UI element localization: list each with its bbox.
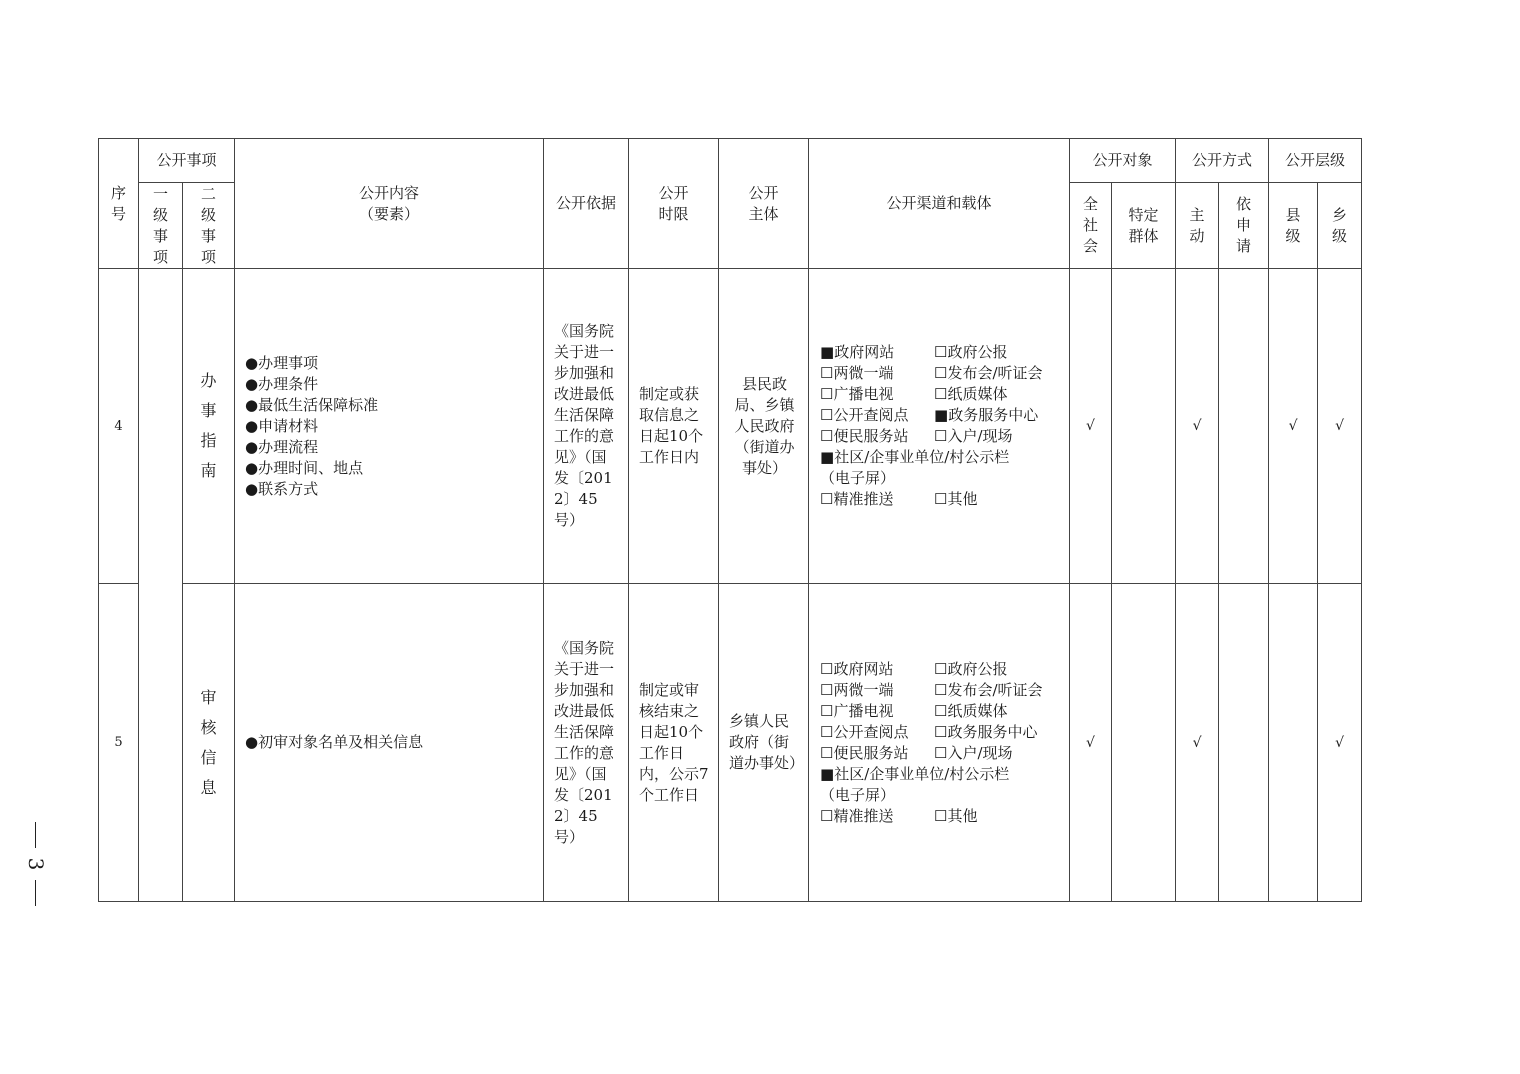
content-item: ●联系方式 [245, 479, 319, 498]
row-subject: 县民政局、乡镇人民政府（街道办事处） [719, 269, 809, 584]
row-time-limit: 制定或获取信息之日起10个工作日内 [629, 269, 719, 584]
row-channels [809, 584, 1070, 902]
channel-option: ☐其他 [934, 490, 978, 508]
row-level-county [1269, 584, 1318, 902]
channel-option: ☐入户/现场 [934, 743, 1013, 762]
row-audience-all: √ [1070, 584, 1112, 902]
channel-option: ■政府网站 [820, 343, 895, 361]
row-level-town: √ [1318, 269, 1362, 584]
row-audience-all: √ [1070, 269, 1112, 584]
table-row [99, 269, 1362, 584]
page-number-rule [35, 822, 36, 848]
header-level: 公开层级 [1269, 139, 1362, 183]
row-level1 [139, 269, 183, 902]
channel-option: ☐便民服务站 [820, 743, 909, 762]
channel-option: ■社区/企事业单位/村公示栏（电子屏） [820, 448, 1010, 487]
page-number: 3 [22, 822, 50, 906]
channel-option: ☐精准推送 [820, 806, 894, 825]
header-audience: 公开对象 [1070, 139, 1176, 183]
channel-option: ☐政府公报 [934, 659, 1008, 678]
row-level2: 审核信息 [183, 584, 235, 902]
header-level2: 二级事项 [183, 183, 235, 269]
page-number-rule [35, 880, 36, 906]
row-audience-specific [1112, 269, 1176, 584]
row-subject: 乡镇人民政府（街道办事处） [719, 584, 809, 902]
channel-option: ☐发布会/听证会 [934, 680, 1043, 699]
content-item: ●办理时间、地点 [245, 458, 364, 477]
content-item: ●办理条件 [245, 374, 319, 393]
header-method: 公开方式 [1176, 139, 1269, 183]
header-method-active: 主动 [1176, 183, 1219, 269]
content-item: ●申请材料 [245, 416, 319, 435]
header-content: 公开内容 （要素） [235, 139, 544, 269]
row-audience-specific [1112, 584, 1176, 902]
channel-option: ☐纸质媒体 [934, 385, 1008, 403]
row-content [235, 269, 544, 584]
channel-option: ☐政府网站 [820, 659, 894, 678]
row-level-county: √ [1269, 269, 1318, 584]
row-content [235, 584, 544, 902]
header-audience-all: 全社会 [1070, 183, 1112, 269]
header-channels: 公开渠道和载体 [809, 139, 1070, 269]
channel-option: ■社区/企事业单位/村公示栏（电子屏） [820, 764, 1010, 804]
channel-option: ☐广播电视 [820, 385, 894, 403]
row-time-limit: 制定或审核结束之日起10个工作日内，公示7个工作日 [629, 584, 719, 902]
row-channels [809, 269, 1070, 584]
channel-option: ☐广播电视 [820, 701, 894, 720]
channel-option: ☐入户/现场 [934, 427, 1013, 445]
channel-option: ☐政府公报 [934, 343, 1008, 361]
header-level-town: 乡级 [1318, 183, 1362, 269]
header-subject: 公开 主体 [719, 139, 809, 269]
content-item: ●办理流程 [245, 437, 319, 456]
content-item: ●初审对象名单及相关信息 [245, 733, 424, 751]
row-basis: 《国务院关于进一步加强和改进最低生活保障工作的意见》（国发〔2012〕45号） [544, 584, 629, 902]
header-disclosure-item: 公开事项 [139, 139, 235, 183]
header-method-request: 依申请 [1219, 183, 1269, 269]
channel-option: ☐便民服务站 [820, 427, 909, 445]
header-audience-specific: 特定 群体 [1112, 183, 1176, 269]
channel-option: ☐其他 [934, 806, 978, 825]
channel-option: ☐精准推送 [820, 490, 894, 508]
row-method-request [1219, 584, 1269, 902]
row-level2: 办事指南 [183, 269, 235, 584]
row-level-town: √ [1318, 584, 1362, 902]
row-basis: 《国务院关于进一步加强和改进最低生活保障工作的意见》（国发〔2012〕45号） [544, 269, 629, 584]
row-method-active: √ [1176, 584, 1219, 902]
disclosure-table [98, 138, 1362, 902]
header-level-county: 县级 [1269, 183, 1318, 269]
channel-option: ☐公开查阅点 [820, 406, 909, 424]
channel-option: ☐政务服务中心 [934, 722, 1038, 741]
row-seq: 4 [99, 269, 139, 584]
content-item: ●办理事项 [245, 353, 319, 372]
header-level1: 一级事项 [139, 183, 183, 269]
header-seq: 序号 [99, 139, 139, 269]
row-method-active: √ [1176, 269, 1219, 584]
channel-option: ☐两微一端 [820, 680, 894, 699]
header-time-limit: 公开 时限 [629, 139, 719, 269]
channel-option: ☐两微一端 [820, 364, 894, 382]
channel-option: ☐公开查阅点 [820, 722, 909, 741]
header-basis: 公开依据 [544, 139, 629, 269]
row-method-request [1219, 269, 1269, 584]
row-seq: 5 [99, 584, 139, 902]
channel-option: ☐纸质媒体 [934, 701, 1008, 720]
channel-option: ☐发布会/听证会 [934, 364, 1043, 382]
channel-option: ■政务服务中心 [934, 406, 1039, 424]
content-item: ●最低生活保障标准 [245, 395, 379, 414]
table-row [99, 584, 1362, 902]
